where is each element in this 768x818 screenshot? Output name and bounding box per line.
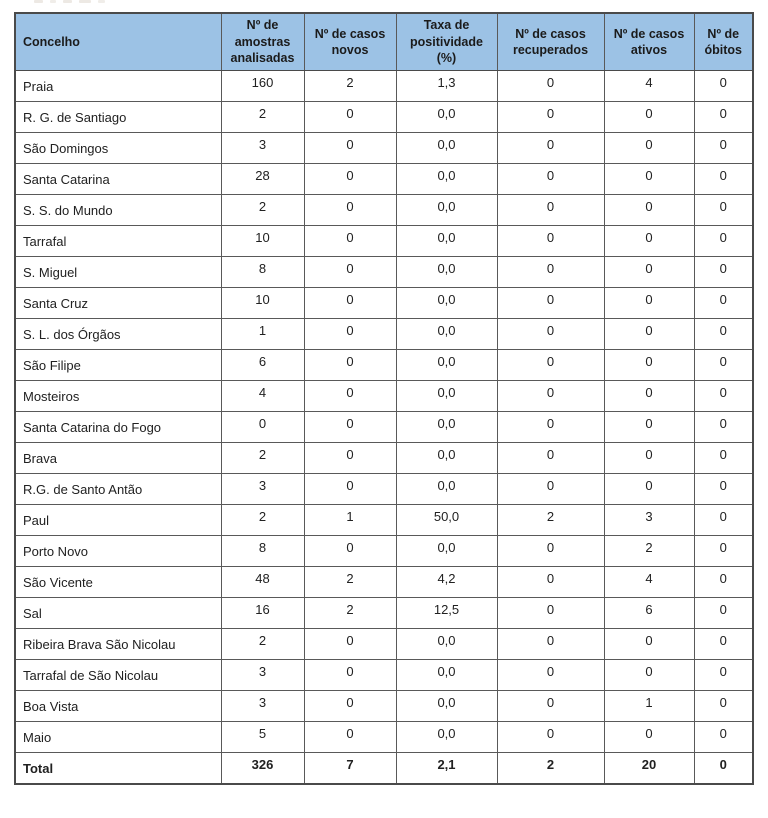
- value-cell: 0: [604, 288, 694, 319]
- value-cell: 4: [221, 381, 304, 412]
- value-cell: 0: [694, 226, 753, 257]
- table-row: [15, 381, 753, 412]
- table-row: [15, 474, 753, 505]
- table-row: [15, 660, 753, 691]
- value-cell: 4: [604, 71, 694, 102]
- value-cell: 0: [497, 288, 604, 319]
- table-row: [15, 722, 753, 753]
- value-cell: 0: [604, 133, 694, 164]
- value-cell: 0: [497, 660, 604, 691]
- value-cell: 28: [221, 164, 304, 195]
- value-cell: 0: [694, 722, 753, 753]
- header-row: [15, 13, 753, 71]
- value-cell: 0: [304, 319, 396, 350]
- value-cell: 0: [604, 257, 694, 288]
- table-row: [15, 319, 753, 350]
- value-cell: 0: [304, 443, 396, 474]
- value-cell: 0,0: [396, 350, 497, 381]
- value-cell: 0: [604, 350, 694, 381]
- value-cell: 0,0: [396, 319, 497, 350]
- value-cell: 0: [694, 536, 753, 567]
- value-cell: 0: [694, 288, 753, 319]
- value-cell: 0: [497, 443, 604, 474]
- value-cell: 1: [221, 319, 304, 350]
- table-row: [15, 71, 753, 102]
- value-cell: 8: [221, 536, 304, 567]
- value-cell: 0: [604, 164, 694, 195]
- value-cell: 0: [604, 195, 694, 226]
- value-cell: 20: [604, 753, 694, 784]
- value-cell: 0: [694, 381, 753, 412]
- concelho-name: Mosteiros: [15, 381, 221, 412]
- table-row: [15, 257, 753, 288]
- value-cell: 2,1: [396, 753, 497, 784]
- value-cell: 0: [497, 257, 604, 288]
- value-cell: 0: [604, 412, 694, 443]
- header-concelho: Concelho: [15, 13, 221, 71]
- concelho-name: São Filipe: [15, 350, 221, 381]
- value-cell: 0: [497, 164, 604, 195]
- concelho-covid-table: [14, 12, 754, 785]
- value-cell: 2: [497, 505, 604, 536]
- value-cell: 0: [497, 102, 604, 133]
- value-cell: 0: [304, 629, 396, 660]
- header-col-2: Taxa de positividade (%): [396, 13, 497, 71]
- value-cell: 12,5: [396, 598, 497, 629]
- value-cell: 0: [604, 443, 694, 474]
- value-cell: 0: [604, 660, 694, 691]
- value-cell: 0,0: [396, 474, 497, 505]
- value-cell: 0: [304, 536, 396, 567]
- value-cell: 0: [694, 474, 753, 505]
- clipped-text-artifact: [34, 0, 105, 4]
- value-cell: 0: [604, 381, 694, 412]
- concelho-name: Santa Catarina do Fogo: [15, 412, 221, 443]
- concelho-name: São Vicente: [15, 567, 221, 598]
- concelho-name: Boa Vista: [15, 691, 221, 722]
- table-row: [15, 102, 753, 133]
- table-row: [15, 536, 753, 567]
- concelho-name: Santa Catarina: [15, 164, 221, 195]
- concelho-name: Praia: [15, 71, 221, 102]
- value-cell: 0: [694, 350, 753, 381]
- value-cell: 0,0: [396, 412, 497, 443]
- concelho-name: S. S. do Mundo: [15, 195, 221, 226]
- value-cell: 2: [304, 598, 396, 629]
- value-cell: 0: [304, 691, 396, 722]
- value-cell: 0: [304, 412, 396, 443]
- value-cell: 0: [497, 536, 604, 567]
- concelho-name: R. G. de Santiago: [15, 102, 221, 133]
- value-cell: 0: [604, 722, 694, 753]
- value-cell: 10: [221, 226, 304, 257]
- value-cell: 0: [604, 629, 694, 660]
- value-cell: 0: [694, 195, 753, 226]
- value-cell: 0,0: [396, 381, 497, 412]
- value-cell: 0: [304, 660, 396, 691]
- value-cell: 0,0: [396, 133, 497, 164]
- value-cell: 0: [694, 443, 753, 474]
- value-cell: 3: [221, 660, 304, 691]
- value-cell: 2: [604, 536, 694, 567]
- concelho-name: S. Miguel: [15, 257, 221, 288]
- value-cell: 0: [694, 753, 753, 784]
- table-row: [15, 598, 753, 629]
- value-cell: 0: [497, 691, 604, 722]
- table-row: [15, 443, 753, 474]
- table-row: [15, 350, 753, 381]
- header-col-1: Nº de casos novos: [304, 13, 396, 71]
- value-cell: 0,0: [396, 536, 497, 567]
- concelho-name: S. L. dos Órgãos: [15, 319, 221, 350]
- value-cell: 3: [604, 505, 694, 536]
- concelho-name: Paul: [15, 505, 221, 536]
- value-cell: 0: [694, 164, 753, 195]
- value-cell: 0: [604, 319, 694, 350]
- value-cell: 1: [304, 505, 396, 536]
- concelho-name: R.G. de Santo Antão: [15, 474, 221, 505]
- value-cell: 48: [221, 567, 304, 598]
- value-cell: 0: [694, 598, 753, 629]
- value-cell: 0,0: [396, 629, 497, 660]
- value-cell: 0: [304, 381, 396, 412]
- header-col-5: Nº de óbitos: [694, 13, 753, 71]
- value-cell: 2: [304, 71, 396, 102]
- table-row: [15, 691, 753, 722]
- value-cell: 0: [497, 722, 604, 753]
- header-col-4: Nº de casos ativos: [604, 13, 694, 71]
- value-cell: 50,0: [396, 505, 497, 536]
- value-cell: 0,0: [396, 443, 497, 474]
- value-cell: 3: [221, 133, 304, 164]
- value-cell: 0: [304, 133, 396, 164]
- header-col-3: Nº de casos recuperados: [497, 13, 604, 71]
- value-cell: 6: [604, 598, 694, 629]
- value-cell: 0: [497, 381, 604, 412]
- table-row: [15, 288, 753, 319]
- value-cell: 0: [497, 350, 604, 381]
- value-cell: 0,0: [396, 288, 497, 319]
- value-cell: 0: [304, 257, 396, 288]
- value-cell: 2: [221, 195, 304, 226]
- value-cell: 1,3: [396, 71, 497, 102]
- value-cell: 10: [221, 288, 304, 319]
- concelho-name: Santa Cruz: [15, 288, 221, 319]
- value-cell: 2: [221, 629, 304, 660]
- value-cell: 1: [604, 691, 694, 722]
- value-cell: 0: [304, 195, 396, 226]
- value-cell: 3: [221, 691, 304, 722]
- table-row: [15, 505, 753, 536]
- value-cell: 0: [497, 598, 604, 629]
- concelho-name: Porto Novo: [15, 536, 221, 567]
- value-cell: 0: [694, 102, 753, 133]
- table-row: [15, 412, 753, 443]
- value-cell: 0: [497, 567, 604, 598]
- value-cell: 0: [304, 722, 396, 753]
- value-cell: 16: [221, 598, 304, 629]
- value-cell: 0,0: [396, 660, 497, 691]
- value-cell: 2: [304, 567, 396, 598]
- value-cell: 0: [497, 474, 604, 505]
- value-cell: 0: [694, 412, 753, 443]
- value-cell: 5: [221, 722, 304, 753]
- value-cell: 0,0: [396, 691, 497, 722]
- concelho-name: Tarrafal de São Nicolau: [15, 660, 221, 691]
- table-row: [15, 629, 753, 660]
- value-cell: 160: [221, 71, 304, 102]
- value-cell: 2: [221, 505, 304, 536]
- value-cell: 0,0: [396, 226, 497, 257]
- concelho-name: Sal: [15, 598, 221, 629]
- value-cell: 0,0: [396, 102, 497, 133]
- value-cell: 0: [497, 226, 604, 257]
- value-cell: 0: [604, 474, 694, 505]
- value-cell: 0: [694, 133, 753, 164]
- table-row: [15, 133, 753, 164]
- value-cell: 6: [221, 350, 304, 381]
- value-cell: 0: [304, 350, 396, 381]
- value-cell: 0: [304, 164, 396, 195]
- value-cell: 0: [497, 195, 604, 226]
- value-cell: 0: [497, 319, 604, 350]
- value-cell: 0,0: [396, 722, 497, 753]
- header-col-0: Nº de amostras analisadas: [221, 13, 304, 71]
- value-cell: 0: [304, 474, 396, 505]
- table-header: [15, 13, 753, 71]
- value-cell: 0: [694, 691, 753, 722]
- concelho-name: Brava: [15, 443, 221, 474]
- table-row: [15, 226, 753, 257]
- value-cell: 0: [497, 71, 604, 102]
- table-body: [15, 71, 753, 784]
- value-cell: 0: [694, 257, 753, 288]
- value-cell: 0: [497, 412, 604, 443]
- value-cell: 2: [221, 443, 304, 474]
- value-cell: 0: [221, 412, 304, 443]
- value-cell: 0: [304, 102, 396, 133]
- value-cell: 4,2: [396, 567, 497, 598]
- table-row: [15, 567, 753, 598]
- value-cell: 0: [604, 226, 694, 257]
- value-cell: 0: [604, 102, 694, 133]
- value-cell: 3: [221, 474, 304, 505]
- value-cell: 0: [694, 71, 753, 102]
- value-cell: 0,0: [396, 257, 497, 288]
- value-cell: 0: [497, 133, 604, 164]
- value-cell: 0: [304, 226, 396, 257]
- table-row: [15, 195, 753, 226]
- value-cell: 0: [694, 567, 753, 598]
- value-cell: 4: [604, 567, 694, 598]
- value-cell: 2: [497, 753, 604, 784]
- table-row: [15, 164, 753, 195]
- value-cell: 326: [221, 753, 304, 784]
- value-cell: 0: [694, 505, 753, 536]
- value-cell: 0: [694, 629, 753, 660]
- value-cell: 0,0: [396, 164, 497, 195]
- concelho-name: São Domingos: [15, 133, 221, 164]
- total-row: [15, 753, 753, 784]
- value-cell: 0,0: [396, 195, 497, 226]
- value-cell: 0: [497, 629, 604, 660]
- value-cell: 0: [694, 660, 753, 691]
- value-cell: 8: [221, 257, 304, 288]
- concelho-name: Maio: [15, 722, 221, 753]
- value-cell: 2: [221, 102, 304, 133]
- concelho-name: Tarrafal: [15, 226, 221, 257]
- value-cell: 0: [694, 319, 753, 350]
- value-cell: 7: [304, 753, 396, 784]
- value-cell: 0: [304, 288, 396, 319]
- concelho-name: Total: [15, 753, 221, 784]
- concelho-name: Ribeira Brava São Nicolau: [15, 629, 221, 660]
